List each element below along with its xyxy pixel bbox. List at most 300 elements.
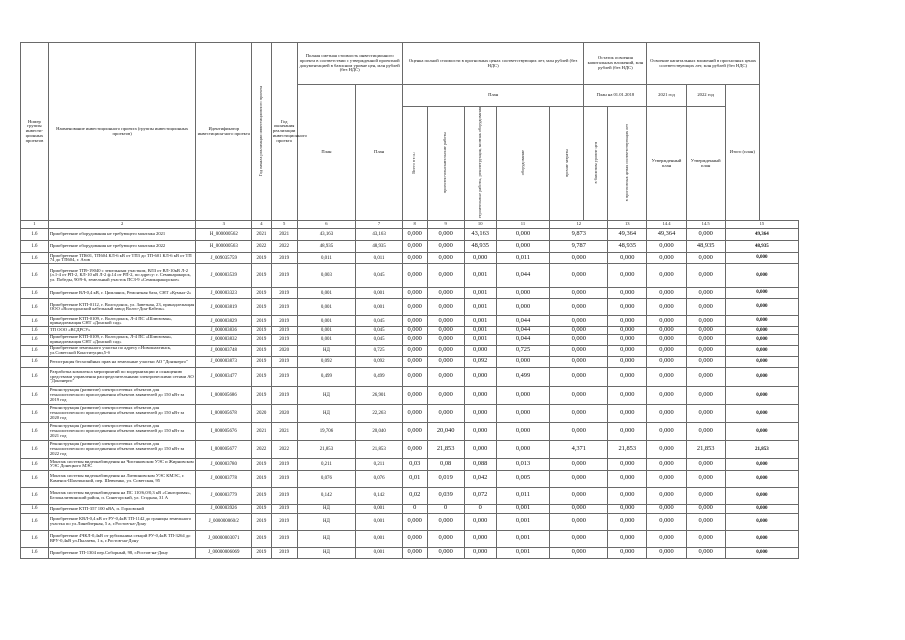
cell-project-name: Приобретение оборудования не требующего монтажа 2022 (48, 241, 196, 253)
cell-cost: 0,499 (356, 367, 402, 386)
cell-value: 0,000 (686, 458, 725, 470)
cell-value: 0,000 (647, 367, 686, 386)
header-full-cost: Полная сметная стоимость инвестиционного проекта в соответствии с утвержденной проектной документацией в базисном уровне цен, млн рублей (без НДС) (297, 43, 402, 85)
table-row (21, 229, 890, 241)
cell-value: 0,000 (464, 386, 496, 404)
header-project-name: Наименование инвестиционного проекта (группы инвестиционных проектов) (48, 43, 196, 221)
cell-value: 0,000 (427, 316, 464, 327)
cell-itogo: 21,853 (725, 440, 798, 458)
cell-value: 0,000 (647, 345, 686, 356)
cell-cost: 48,935 (356, 241, 402, 253)
cell-value: 0,000 (550, 487, 608, 504)
cell-value: 0,019 (427, 470, 464, 487)
table-row (21, 440, 890, 458)
cell-cost: 22,263 (356, 404, 402, 422)
table-row (21, 253, 890, 264)
cell-value: 0,092 (464, 356, 496, 367)
cell-value: 0,000 (496, 229, 550, 241)
table-row (21, 530, 890, 547)
cell-value: 0,000 (550, 513, 608, 530)
cell-group-number: 1.6 (21, 386, 49, 404)
cell-value: 0,000 (686, 470, 725, 487)
cell-value: 43,163 (464, 229, 496, 241)
cell-value: 0,000 (608, 356, 647, 367)
cell-cost: 43,163 (297, 229, 356, 241)
cell-year: 2021 (271, 422, 297, 440)
cell-value: 0,08 (427, 458, 464, 470)
cell-value: 0,000 (647, 404, 686, 422)
cell-value: 0,000 (464, 345, 496, 356)
cell-value: 0,000 (647, 422, 686, 440)
cell-value: 0,000 (686, 264, 725, 288)
cell-value: 21,853 (686, 440, 725, 458)
cell-value: 0,000 (464, 367, 496, 386)
cell-year: 2019 (252, 264, 272, 288)
cell-value: 0,000 (608, 253, 647, 264)
cell-year: 2019 (271, 470, 297, 487)
header-itogo: Итого (план) (725, 85, 759, 221)
header-group-number: Номер группы инвести-ционных проектов (21, 43, 49, 221)
cell-value: 0,044 (496, 334, 550, 345)
cell-year: 2019 (252, 470, 272, 487)
header-pir-text: проектно-изыскательские работы (442, 132, 448, 194)
cell-value: 0,000 (427, 547, 464, 558)
cell-value: 0,000 (608, 513, 647, 530)
cell-project-name: Разработка комплекса мероприятий по модернизации и оснащению средствами управления распределительными электрическими сетями АО "Донэнерго" (48, 367, 196, 386)
cell-project-id: I_000005678 (196, 404, 252, 422)
cell-value: 0,000 (686, 327, 725, 335)
cell-value: 0,000 (686, 229, 725, 241)
cell-project-name: Монтаж системы видеонаблюдения на Чистяковском УЭС и Жирновском УЭС Донецкого МЭС (48, 458, 196, 470)
cell-year: 2020 (271, 404, 297, 422)
cell-value: 21,853 (427, 440, 464, 458)
table-row (21, 316, 890, 327)
cell-value: 0 (464, 504, 496, 513)
cell-value: 0,000 (464, 404, 496, 422)
cell-value: 48,935 (686, 241, 725, 253)
table-row (21, 299, 890, 316)
cell-cost: 0,001 (297, 316, 356, 327)
cell-project-id: J_000000060/2 (196, 513, 252, 530)
table-row (21, 327, 890, 335)
cell-cost: 0,011 (297, 253, 356, 264)
cell-project-name: Приобретение ВЛ-0,4 кВ, г. Цимлянск, Ремонтная база, СНТ «Кумыл-2» (48, 288, 196, 299)
cell-cost: 26,901 (356, 386, 402, 404)
cell-year: 2019 (252, 334, 272, 345)
cell-itogo: 0,000 (725, 253, 798, 264)
cell-value: 0,000 (402, 513, 427, 530)
cell-value: 0,000 (402, 299, 427, 316)
cell-value: 0,000 (427, 530, 464, 547)
cell-value: 0,001 (464, 316, 496, 327)
cell-value: 0,000 (550, 470, 608, 487)
cell-cost: 0,045 (356, 334, 402, 345)
header-smr (464, 107, 496, 221)
cell-cost: 20,040 (356, 422, 402, 440)
cell-value: 0,000 (496, 356, 550, 367)
cell-value: 0,000 (647, 513, 686, 530)
cell-project-id: I_000005677 (196, 440, 252, 458)
cell-year: 2022 (271, 440, 297, 458)
cell-itogo: 0,000 (725, 530, 798, 547)
cell-value: 0,044 (496, 316, 550, 327)
table-row (21, 264, 890, 288)
column-index: 6 (297, 221, 356, 229)
column-index: 1 (21, 221, 49, 229)
header-end-year: Год окончания реализации инвестиционного проекта (271, 43, 297, 221)
cell-value: 0,000 (608, 345, 647, 356)
cell-cost: 0,076 (356, 470, 402, 487)
cell-year: 2019 (271, 334, 297, 345)
cell-value: 0,000 (402, 547, 427, 558)
cell-project-id: J_009035759 (196, 253, 252, 264)
cell-value: 0,000 (647, 316, 686, 327)
cell-cost: 0,211 (297, 458, 356, 470)
cell-cost: 0,001 (356, 547, 402, 558)
cell-value: 0,000 (496, 440, 550, 458)
header-project-id: Идентификатор инвестицион-ного проекта (196, 43, 252, 221)
cell-project-name: Приобретение КТП-357 100 кВА, п. Горловский (48, 504, 196, 513)
cell-project-name: Реконструкция (развитие) электросетевых объектов для технологического присоединения объектов заявителей до 150 кВт за 2019 год (48, 386, 196, 404)
cell-group-number: 1.6 (21, 356, 49, 367)
cell-year: 2019 (252, 530, 272, 547)
cell-group-number: 1.6 (21, 264, 49, 288)
cell-project-name: Приобретение земельного участка по адресу г.Новошахтинск, ул.Советской Конституции,5-б (48, 345, 196, 356)
table-row (21, 404, 890, 422)
cell-cost: 0,092 (356, 356, 402, 367)
cell-cost: 0,001 (297, 299, 356, 316)
cell-group-number: 1.6 (21, 422, 49, 440)
cell-value: 0,000 (550, 264, 608, 288)
cell-year: 2019 (271, 288, 297, 299)
cell-value: 0,000 (686, 504, 725, 513)
cell-project-name: Приобретение КВЛ-0,4 кВ от РУ-0,4кВ ТП-1142 до границы земельного участка по ул.Линейзерная, 5 а, г.Ростов-на-Дону (48, 513, 196, 530)
cell-year: 2019 (252, 288, 272, 299)
cell-value: 0,001 (496, 504, 550, 513)
cell-group-number: 1.6 (21, 530, 49, 547)
cell-value: 0,000 (686, 367, 725, 386)
investment-table (20, 42, 890, 559)
cell-year: 2019 (271, 504, 297, 513)
cell-itogo: 0,000 (725, 504, 798, 513)
cell-value: 0,000 (464, 253, 496, 264)
cell-cost: 0,725 (356, 345, 402, 356)
cell-project-name: Приобретение ТП601, ТП604 КЛ-6 кВ от ТП3 до ТП-601 КЛ-6 кВ от ТП 74 до ТП604, г. Азов (48, 253, 196, 264)
cell-year: 2021 (252, 422, 272, 440)
cell-value: 0,001 (496, 547, 550, 558)
cell-value: 0,000 (686, 530, 725, 547)
cell-value: 0,000 (647, 487, 686, 504)
cell-value: 0,000 (686, 345, 725, 356)
cell-year: 2021 (252, 229, 272, 241)
cell-value: 0,000 (402, 229, 427, 241)
table-row (21, 458, 890, 470)
column-index: 5 (271, 221, 297, 229)
cell-value: 0,000 (550, 530, 608, 547)
cell-project-id: J_000003829 (196, 316, 252, 327)
cell-value: 4,371 (550, 440, 608, 458)
header-other-text: прочие затраты (563, 148, 569, 177)
cell-value: 0,000 (402, 404, 427, 422)
cell-project-name: Приобретение КТП-0109, г. Волгодонск, Л-4 ПС «Шлюзовая», принадлежащая СНТ «Донской сад» (48, 316, 196, 327)
cell-cost: НД (297, 504, 356, 513)
cell-value: 0,000 (686, 316, 725, 327)
table-row (21, 241, 890, 253)
cell-value: 0,000 (647, 470, 686, 487)
cell-cost: 0,076 (297, 470, 356, 487)
cell-value: 0,000 (402, 334, 427, 345)
cell-value: 0,000 (427, 241, 464, 253)
header-total (402, 107, 427, 221)
cell-value: 0,000 (402, 288, 427, 299)
cell-value: 0,000 (608, 504, 647, 513)
cell-value: 0,042 (464, 470, 496, 487)
cell-project-id: J_000003819 (196, 299, 252, 316)
cell-value: 0,000 (647, 547, 686, 558)
column-index-row (21, 221, 890, 229)
table-row (21, 367, 890, 386)
cell-value: 0,000 (647, 386, 686, 404)
cell-value: 48,935 (464, 241, 496, 253)
cell-group-number: 1.6 (21, 327, 49, 335)
cell-group-number: 1.6 (21, 316, 49, 327)
cell-cost: 0,142 (356, 487, 402, 504)
cell-value: 0,044 (496, 264, 550, 288)
cell-value: 0,000 (686, 386, 725, 404)
cell-itogo: 0,000 (725, 404, 798, 422)
cell-value: 0,000 (608, 299, 647, 316)
cell-value: 0,000 (427, 345, 464, 356)
cell-value: 0,000 (608, 547, 647, 558)
cell-value: 0,000 (647, 264, 686, 288)
cell-value: 0,02 (402, 487, 427, 504)
cell-value: 0 (402, 504, 427, 513)
table-row (21, 487, 890, 504)
cell-group-number: 1.6 (21, 404, 49, 422)
cell-project-id: J_00000006069 (196, 547, 252, 558)
cell-value: 0,000 (550, 404, 608, 422)
cell-group-number: 1.6 (21, 253, 49, 264)
table-row (21, 334, 890, 345)
cell-project-id: J_000003780 (196, 458, 252, 470)
cell-project-name: Монтаж системы видеонаблюдения на ПС 110/6,0/0,3 кВ «Сингоровая», Белокалитвинский район, п. Синегорский, ул. Стадная, 31 А (48, 487, 196, 504)
cell-value: 0,000 (608, 288, 647, 299)
cell-itogo: 49,364 (725, 229, 798, 241)
cell-value: 0,000 (550, 458, 608, 470)
cell-value: 0,000 (427, 229, 464, 241)
column-index: 8 (402, 221, 427, 229)
column-index: 7 (356, 221, 402, 229)
column-index: 14.4 (647, 221, 686, 229)
cell-cost: 0,001 (356, 288, 402, 299)
cell-value: 0,000 (402, 241, 427, 253)
header-remain-plan: План на 01.01.2018 (584, 85, 647, 107)
header-equipment-text: оборудование (519, 150, 525, 176)
cell-project-id: H_000000563 (196, 241, 252, 253)
cell-value: 20,040 (427, 422, 464, 440)
cell-value: 0,000 (686, 356, 725, 367)
cell-group-number: 1.6 (21, 513, 49, 530)
cell-value: 0,000 (686, 288, 725, 299)
cell-value: 0,001 (464, 327, 496, 335)
cell-value: 0,000 (686, 487, 725, 504)
cell-value: 0,000 (496, 404, 550, 422)
cell-value: 0,000 (496, 422, 550, 440)
cell-value: 48,935 (608, 241, 647, 253)
column-index: 12 (550, 221, 608, 229)
cell-value: 0,000 (647, 440, 686, 458)
cell-year: 2022 (252, 440, 272, 458)
cell-value: 0,001 (496, 530, 550, 547)
cell-cost: 0,142 (297, 487, 356, 504)
cell-value: 0,000 (608, 327, 647, 335)
cell-value: 0,088 (464, 458, 496, 470)
cell-value: 0,000 (550, 316, 608, 327)
cell-value: 0,725 (496, 345, 550, 356)
cell-cost: 0,499 (297, 367, 356, 386)
cell-year: 2019 (271, 264, 297, 288)
table-row (21, 513, 890, 530)
cell-group-number: 1.6 (21, 487, 49, 504)
cell-year: 2019 (252, 356, 272, 367)
cell-cost: НД (297, 345, 356, 356)
column-index: 4 (252, 221, 272, 229)
cell-value: 0,005 (496, 470, 550, 487)
column-index: 9 (427, 221, 464, 229)
cell-value: 0,001 (464, 264, 496, 288)
cell-cost: 0,011 (356, 253, 402, 264)
cell-cost: 0,001 (356, 513, 402, 530)
cell-value: 0,000 (647, 327, 686, 335)
cell-value: 0,000 (686, 253, 725, 264)
cell-value: 0,000 (402, 345, 427, 356)
cell-cost: 0,045 (356, 264, 402, 288)
table-row (21, 470, 890, 487)
cell-year: 2019 (271, 458, 297, 470)
cell-itogo: 0,000 (725, 458, 798, 470)
cell-value: 0,000 (464, 547, 496, 558)
cell-value: 0,000 (496, 241, 550, 253)
cell-cost: 0,001 (297, 327, 356, 335)
cell-project-id: J_000003779 (196, 487, 252, 504)
cell-year: 2020 (252, 404, 272, 422)
cell-year: 2021 (271, 229, 297, 241)
cell-value: 0,000 (427, 356, 464, 367)
cell-project-name: Реконструкция (развитие) электросетевых объектов для технологического присоединения объектов заявителей до 150 кВт за 2021 год (48, 422, 196, 440)
cell-value: 0,000 (427, 299, 464, 316)
header-start-year-text: Год начала реализации инвестиционного проекта (258, 85, 264, 176)
cell-value: 0,499 (496, 367, 550, 386)
cell-itogo: 0,000 (725, 470, 798, 487)
cell-value: 0,000 (608, 334, 647, 345)
cell-itogo: 0,000 (725, 327, 798, 335)
cell-year: 2019 (271, 253, 297, 264)
cell-value: 0,000 (647, 504, 686, 513)
cell-value: 0,000 (608, 487, 647, 504)
cell-year: 2019 (252, 487, 272, 504)
cell-group-number: 1.6 (21, 345, 49, 356)
cell-value: 0,000 (464, 513, 496, 530)
cell-year: 2019 (252, 386, 272, 404)
cell-value: 0,000 (402, 327, 427, 335)
cell-value: 0,000 (686, 547, 725, 558)
header-full-cost-fact: План (356, 85, 402, 221)
cell-value: 0,000 (686, 299, 725, 316)
table-row (21, 422, 890, 440)
cell-cost: 0,003 (297, 264, 356, 288)
cell-value: 0,000 (402, 316, 427, 327)
header-remain-forecast (608, 107, 647, 221)
cell-cost: НД (297, 530, 356, 547)
cell-cost: НД (297, 547, 356, 558)
cell-group-number: 1.6 (21, 334, 49, 345)
cell-value: 0,013 (496, 458, 550, 470)
cell-value: 0,000 (608, 530, 647, 547)
header-equipment (496, 107, 550, 221)
cell-value: 0,072 (464, 487, 496, 504)
cell-value: 0,000 (608, 386, 647, 404)
cell-cost: 0,001 (297, 288, 356, 299)
cell-itogo: 0,000 (725, 345, 798, 356)
cell-cost: 0,001 (356, 530, 402, 547)
cell-value: 0,000 (550, 367, 608, 386)
cell-value: 0,000 (647, 334, 686, 345)
cell-project-id: J_000003778 (196, 470, 252, 487)
header-full-cost-plan: План (297, 85, 356, 221)
cell-value: 0,01 (402, 470, 427, 487)
header-total-text: Всего в т.ч.: (411, 151, 417, 174)
cell-value: 49,364 (608, 229, 647, 241)
cell-project-id: J_000003832 (196, 334, 252, 345)
cell-value: 0,000 (550, 547, 608, 558)
cell-cost: НД (297, 404, 356, 422)
cell-value: 0,000 (608, 316, 647, 327)
cell-cost: 0,092 (297, 356, 356, 367)
cell-itogo: 0,000 (725, 422, 798, 440)
cell-project-name: Реконструкция (развитие) электросетевых объектов для технологического присоединения объектов заявителей до 150 кВт за 2022 год (48, 440, 196, 458)
cell-value: 0,000 (647, 241, 686, 253)
header-other (550, 107, 584, 221)
header-estimate-plan: План (402, 85, 584, 107)
cell-group-number: 1.6 (21, 440, 49, 458)
cell-group-number: 1.6 (21, 288, 49, 299)
header-smr-text: строительные работы, реконструкция, монтаж оборудования (476, 107, 482, 219)
header-approved-plan: Утвержденный план (647, 107, 686, 221)
cell-project-id: J_000003873 (196, 356, 252, 367)
header-estimate-full: Оценка полной стоимости в прогнозных ценах соответствующих лет, млн рублей (без НДС) (402, 43, 584, 85)
cell-year: 2019 (271, 547, 297, 558)
cell-itogo: 0,000 (725, 513, 798, 530)
cell-year: 2022 (271, 241, 297, 253)
cell-itogo: 0,000 (725, 264, 798, 288)
cell-value: 0,000 (608, 458, 647, 470)
cell-itogo: 0,000 (725, 288, 798, 299)
cell-year: 2020 (271, 345, 297, 356)
cell-year: 2019 (271, 513, 297, 530)
cell-value: 0,000 (550, 334, 608, 345)
cell-value: 0,000 (608, 470, 647, 487)
cell-itogo: 0,000 (725, 487, 798, 504)
cell-value: 0,000 (402, 440, 427, 458)
cell-value: 0,000 (402, 356, 427, 367)
cell-value: 0,000 (608, 264, 647, 288)
cell-itogo: 0,000 (725, 386, 798, 404)
cell-project-id: I_000005686 (196, 386, 252, 404)
cell-value: 0,000 (550, 288, 608, 299)
cell-project-id: J_000003748 (196, 345, 252, 356)
cell-value: 0,000 (496, 288, 550, 299)
cell-group-number: 1.6 (21, 299, 49, 316)
